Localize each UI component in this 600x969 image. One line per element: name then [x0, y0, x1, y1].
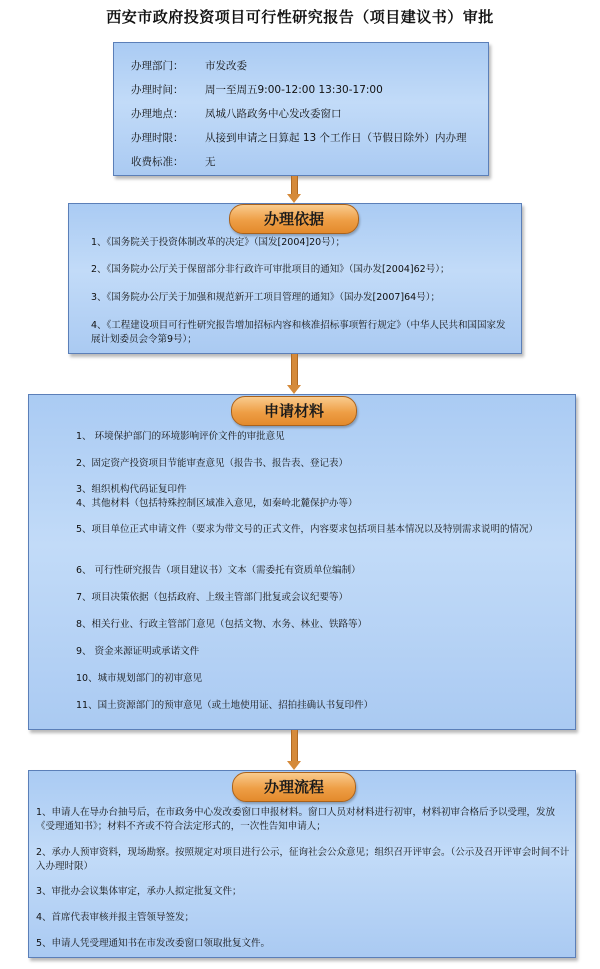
- page-title: 西安市政府投资项目可行性研究报告（项目建议书）审批: [106, 8, 494, 26]
- materials-item: 7、项目决策依据（包括政府、上级主管部门批复或会议纪要等）: [76, 592, 349, 603]
- basis-item: 3、《国务院办公厅关于加强和规范新开工项目管理的通知》（国办发[2007]64号）；: [91, 292, 440, 303]
- basis-heading: 办理依据: [229, 204, 359, 234]
- basis-item: 1、《国务院关于投资体制改革的决定》（国发[2004]20号）；: [91, 237, 345, 248]
- info-value: 凤城八路政务中心发改委窗口: [205, 107, 342, 120]
- info-row-time-limit: [131, 125, 488, 149]
- process-item: 1、申请人在导办台抽号后，在市政务中心发改委窗口申报材料。窗口人员对材料进行初审，材料初审合格后予以受理，发放《受理通知书》；材料不齐或不符合法定形式的，一次性告知申请人；: [36, 807, 556, 832]
- info-row-hours: [131, 77, 488, 101]
- materials-item: 5、项目单位正式申请文件（要求为带文号的正式文件，内容要求包括项目基本情况以及特别需求说明的情况）: [76, 524, 539, 535]
- materials-item: 3、组织机构代码证复印件: [76, 484, 187, 495]
- info-value: 周一至周五9:00-12:00 13:30-17:00: [205, 83, 383, 96]
- info-row-department: [131, 53, 488, 77]
- info-box: [113, 42, 489, 176]
- info-value: 无: [205, 155, 216, 168]
- materials-item: 2、固定资产投资项目节能审查意见（报告书、报告表、登记表）: [76, 458, 349, 469]
- info-label: 办理时间：: [131, 83, 184, 96]
- info-label: 办理地点：: [131, 107, 184, 120]
- flow-arrow: [287, 176, 301, 203]
- process-heading: 办理流程: [232, 772, 356, 802]
- process-item: 5、申请人凭受理通知书在市发改委窗口领取批复文件。: [36, 938, 271, 949]
- basis-item: 2、《国务院办公厅关于保留部分非行政许可审批项目的通知》（国办发[2004]62号）；: [91, 264, 450, 275]
- materials-item: 4、其他材料（包括特殊控制区域准入意见，如秦岭北麓保护办等）: [76, 498, 358, 509]
- materials-item: 1、 环境保护部门的环境影响评价文件的审批意见: [76, 431, 285, 442]
- materials-heading: 申请材料: [231, 396, 357, 426]
- materials-item: 8、相关行业、行政主管部门意见（包括文物、水务、林业、铁路等）: [76, 619, 368, 630]
- materials-item: 9、 资金来源证明或承诺文件: [76, 646, 200, 657]
- info-row-location: [131, 101, 488, 125]
- info-row-fee: [131, 149, 488, 173]
- basis-item: 4、《工程建设项目可行性研究报告增加招标内容和核准招标事项暂行规定》（中华人民共和国国家发展计划委员会令第9号）；: [91, 320, 506, 345]
- process-item: 4、首席代表审核并报主管领导签发；: [36, 912, 195, 923]
- materials-item: 11、国土资源部门的预审意见（或土地使用证、招拍挂确认书复印件）: [76, 700, 374, 711]
- flow-arrow: [287, 354, 301, 394]
- info-label: 办理部门：: [131, 59, 184, 72]
- info-label: 办理时限：: [131, 131, 184, 144]
- process-item: 2、承办人预审资料，现场勘察。按照规定对项目进行公示，征询社会公众意见；组织召开评审会。（公示及召开评审会时间不计入办理时限）: [36, 847, 570, 872]
- flow-arrow: [287, 730, 301, 770]
- materials-item: 6、 可行性研究报告（项目建议书）文本（需委托有资质单位编制）: [76, 565, 361, 576]
- info-value: 从接到申请之日算起 13 个工作日（节假日除外）内办理: [205, 131, 467, 144]
- materials-item: 10、城市规划部门的初审意见: [76, 673, 203, 684]
- info-label: 收费标准：: [131, 155, 184, 168]
- process-item: 3、审批办会议集体审定，承办人拟定批复文件；: [36, 886, 242, 897]
- info-value: 市发改委: [205, 59, 247, 72]
